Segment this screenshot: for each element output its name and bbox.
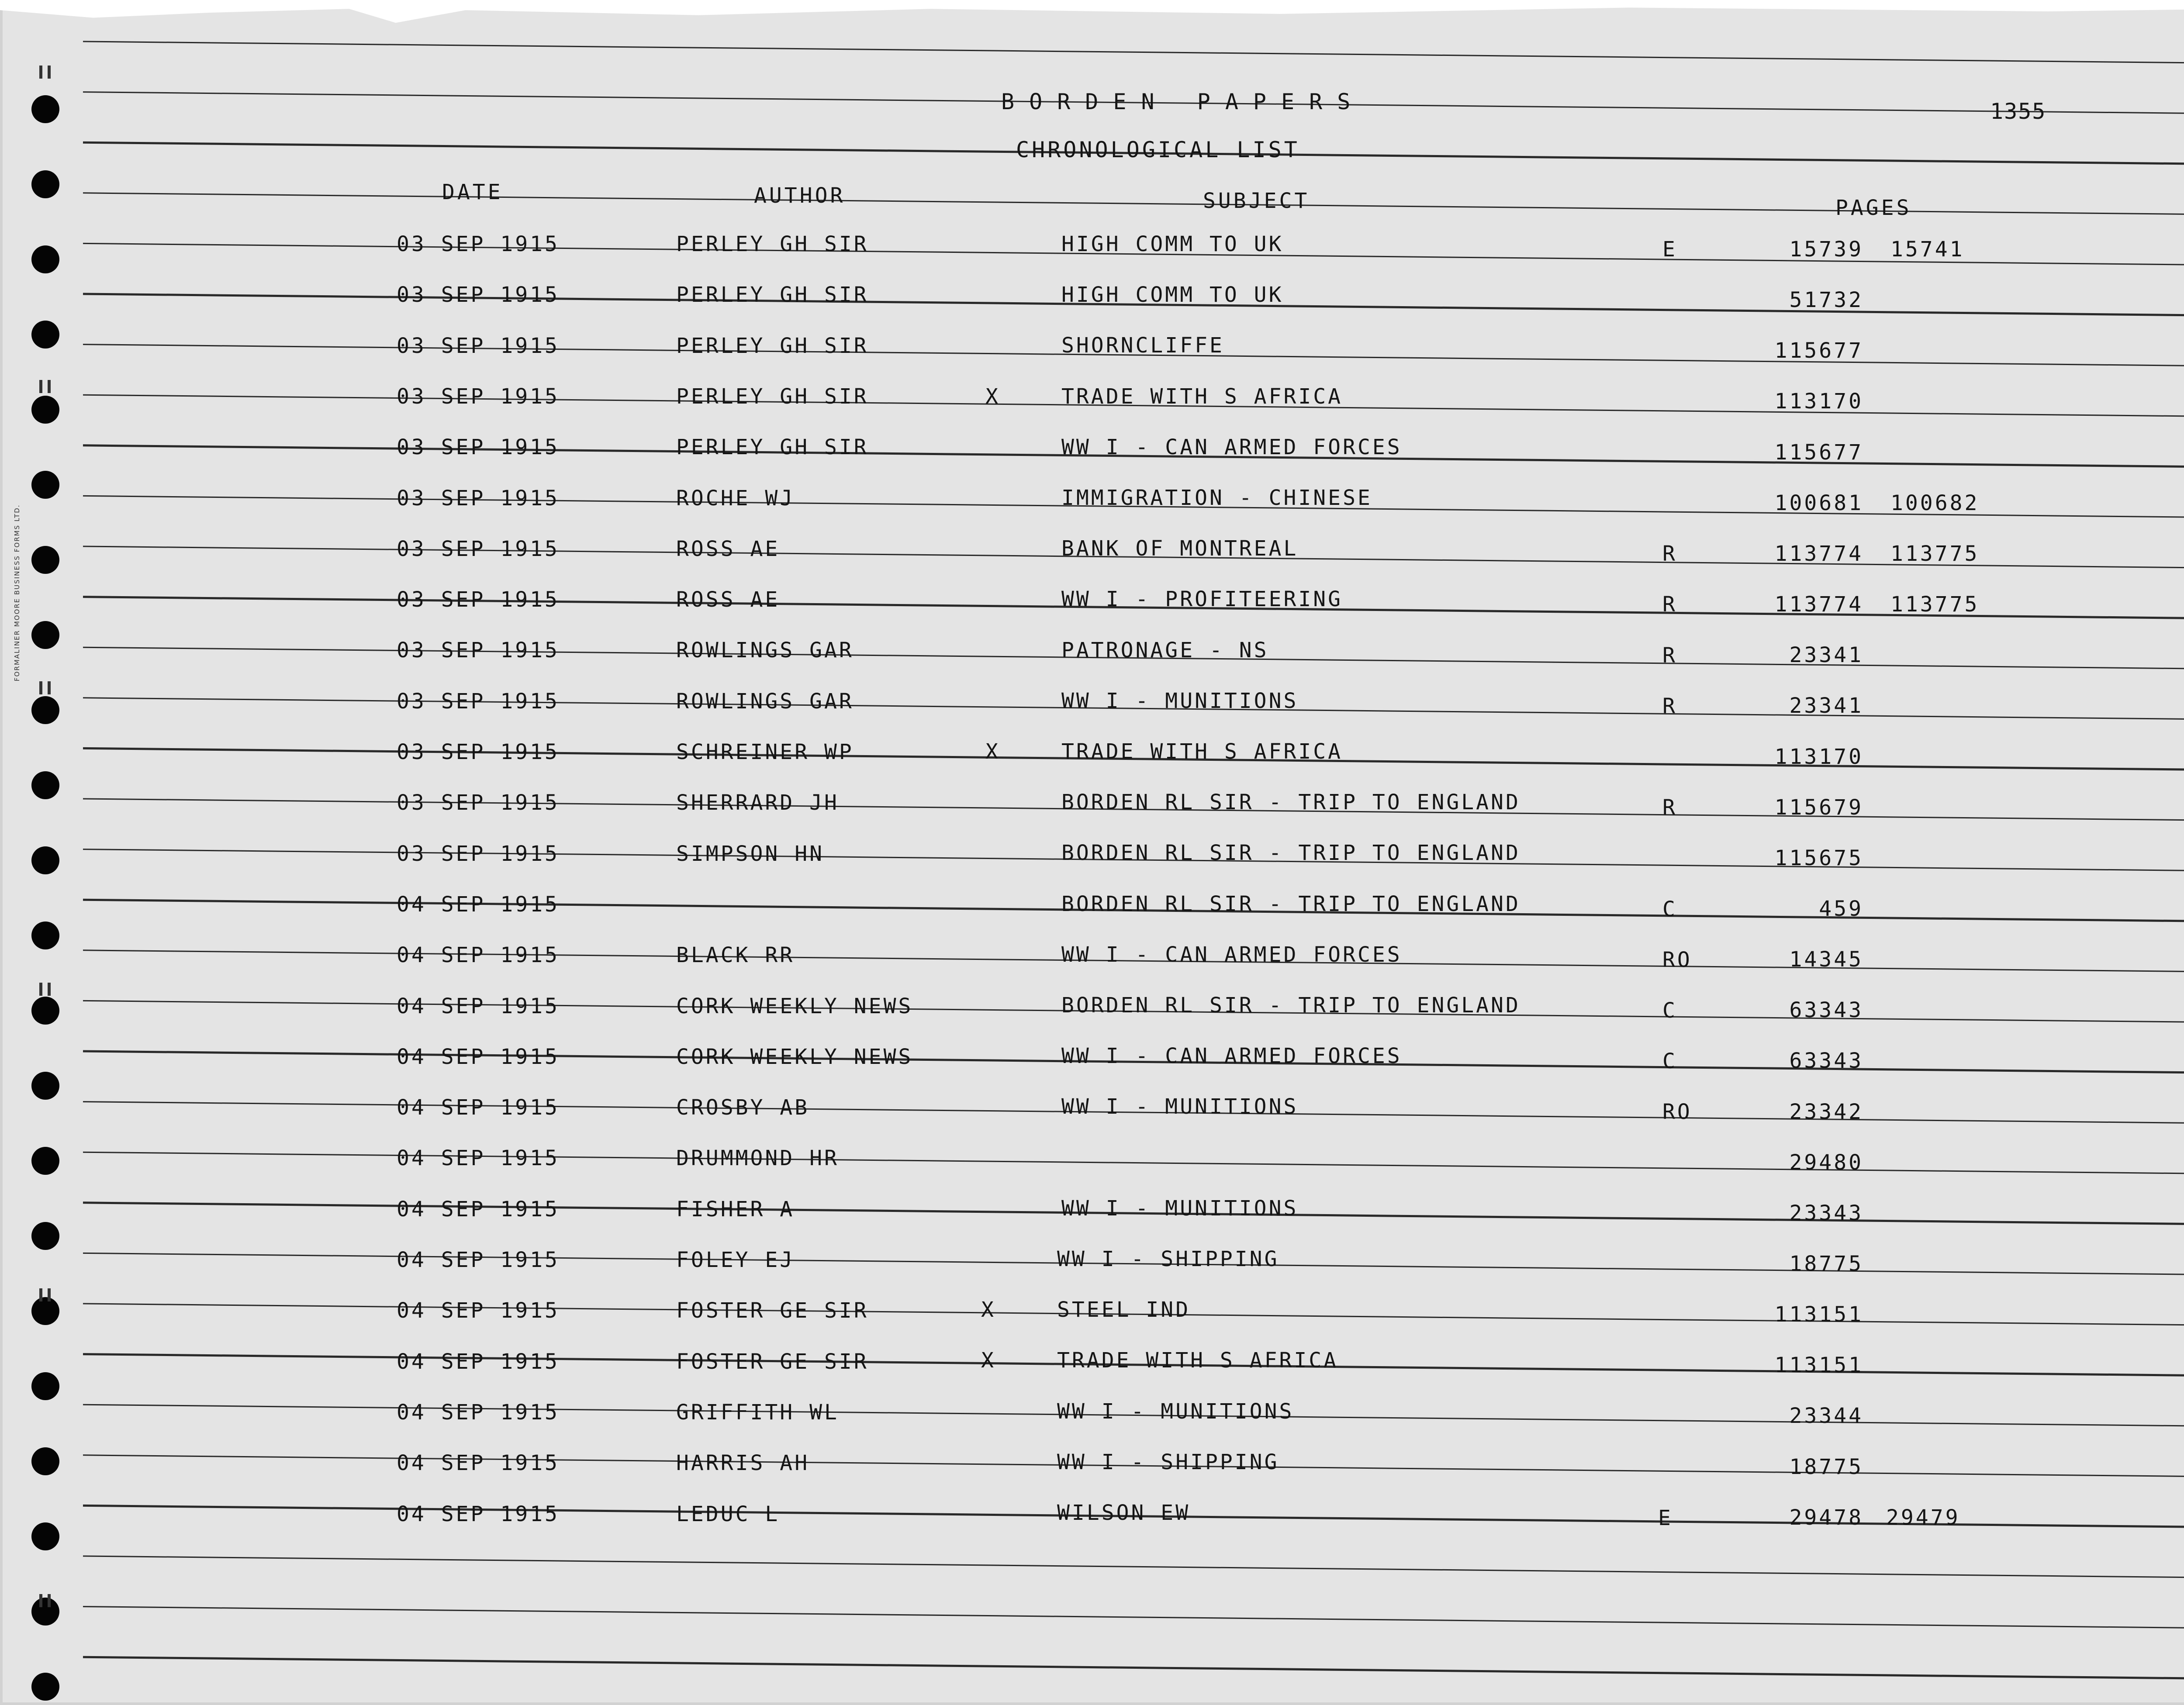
row-page-start: 23341 <box>1789 643 1863 668</box>
feed-hole-left <box>31 95 59 123</box>
feed-hole-left <box>31 1522 59 1550</box>
column-header-subject: SUBJECT <box>1203 189 1310 213</box>
perforation-mark <box>39 1288 51 1301</box>
ruled-line <box>83 1657 2184 1679</box>
document-title: BORDEN PAPERS <box>1001 89 1365 114</box>
row-code: RO <box>1662 1100 1692 1125</box>
row-date: 03 SEP 1915 <box>397 841 560 866</box>
feed-hole-left <box>31 546 59 574</box>
row-date: 04 SEP 1915 <box>397 1400 560 1425</box>
row-subject: WW I - CAN ARMED FORCES <box>1061 1044 1402 1069</box>
row-page-start: 459 <box>1819 896 1863 921</box>
form-maker-imprint: FORMALINER MOORE BUSINESS FORMS LTD. <box>13 504 21 681</box>
row-code: RO <box>1662 947 1692 972</box>
row-author: PERLEY GH SIR <box>676 384 869 409</box>
row-date: 03 SEP 1915 <box>397 486 560 511</box>
row-author: CROSBY AB <box>676 1095 810 1120</box>
row-page-start: 63343 <box>1789 1049 1863 1073</box>
row-page-end: 113775 <box>1890 541 1980 566</box>
document-subtitle: CHRONOLOGICAL LIST <box>1016 137 1300 162</box>
perforation-mark <box>39 1594 51 1607</box>
row-subject: STEEL IND <box>1057 1298 1191 1322</box>
row-author: GRIFFITH WL <box>676 1400 839 1425</box>
row-page-start: 113151 <box>1774 1302 1863 1327</box>
feed-hole-left <box>31 922 59 949</box>
row-page-start: 23342 <box>1789 1099 1863 1124</box>
feed-hole-left <box>31 997 59 1025</box>
row-code: E <box>1658 1506 1673 1530</box>
feed-hole-left <box>31 1447 59 1475</box>
row-page-end: 29479 <box>1886 1505 1960 1530</box>
row-page-start: 23341 <box>1789 694 1863 718</box>
row-author: PERLEY GH SIR <box>676 333 869 358</box>
column-header-date: DATE <box>442 180 503 204</box>
row-x-marker: X <box>985 739 1000 764</box>
row-subject: BORDEN RL SIR - TRIP TO ENGLAND <box>1061 993 1521 1018</box>
row-subject: WW I - PROFITEERING <box>1061 587 1343 612</box>
page-number: 1355 <box>1990 99 2046 124</box>
row-code: C <box>1662 897 1677 922</box>
row-author: CORK WEEKLY NEWS <box>676 1044 913 1069</box>
row-author: SIMPSON HN <box>676 841 824 866</box>
row-date: 03 SEP 1915 <box>397 232 560 256</box>
row-date: 03 SEP 1915 <box>397 384 560 409</box>
row-x-marker: X <box>981 1298 996 1322</box>
row-page-start: 23344 <box>1789 1404 1863 1429</box>
row-code: R <box>1662 542 1677 566</box>
row-author: SHERRARD JH <box>676 790 839 815</box>
feed-hole-left <box>31 1147 59 1175</box>
row-date: 04 SEP 1915 <box>397 1501 560 1526</box>
row-page-end: 15741 <box>1890 237 1965 262</box>
row-code: R <box>1662 592 1677 617</box>
row-date: 04 SEP 1915 <box>397 994 560 1018</box>
row-code: C <box>1662 998 1677 1023</box>
row-author: FOSTER GE SIR <box>676 1298 869 1323</box>
row-author: BLACK RR <box>676 943 795 968</box>
row-page-end: 113775 <box>1890 592 1980 617</box>
row-page-start: 14345 <box>1789 947 1863 972</box>
row-author: ROSS AE <box>676 587 780 612</box>
row-subject: HIGH COMM TO UK <box>1061 283 1284 307</box>
row-page-start: 113170 <box>1774 744 1863 769</box>
row-subject: BORDEN RL SIR - TRIP TO ENGLAND <box>1061 891 1521 916</box>
row-subject: WW I - CAN ARMED FORCES <box>1061 942 1402 967</box>
row-date: 04 SEP 1915 <box>397 1349 560 1374</box>
column-header-author: AUTHOR <box>754 183 846 208</box>
row-author: FOSTER GE SIR <box>676 1349 869 1374</box>
row-subject: WILSON EW <box>1057 1501 1191 1525</box>
row-code: R <box>1662 795 1677 820</box>
perforation-mark <box>39 380 51 393</box>
row-subject: WW I - CAN ARMED FORCES <box>1061 435 1402 459</box>
row-subject: HIGH COMM TO UK <box>1061 232 1284 256</box>
row-date: 03 SEP 1915 <box>397 689 560 714</box>
row-page-start: 113774 <box>1774 541 1863 566</box>
feed-hole-left <box>31 170 59 198</box>
row-date: 03 SEP 1915 <box>397 435 560 460</box>
row-date: 03 SEP 1915 <box>397 638 560 663</box>
row-page-start: 113170 <box>1774 389 1863 414</box>
row-page-start: 115679 <box>1774 795 1863 820</box>
row-subject: WW I - MUNITIONS <box>1057 1399 1294 1424</box>
row-author: PERLEY GH SIR <box>676 435 869 460</box>
ruled-line <box>83 41 2184 63</box>
feed-hole-left <box>31 321 59 349</box>
row-page-start: 115677 <box>1774 338 1863 363</box>
row-author: HARRIS AH <box>676 1451 810 1476</box>
row-date: 04 SEP 1915 <box>397 892 560 917</box>
row-subject: WW I - SHIPPING <box>1057 1247 1279 1271</box>
row-author: FOLEY EJ <box>676 1248 795 1272</box>
row-subject: BORDEN RL SIR - TRIP TO ENGLAND <box>1061 790 1521 815</box>
row-subject: PATRONAGE - NS <box>1061 638 1269 663</box>
ruled-line <box>83 1556 2184 1578</box>
row-page-start: 115677 <box>1774 440 1863 465</box>
row-date: 04 SEP 1915 <box>397 1298 560 1323</box>
row-subject: TRADE WITH S AFRICA <box>1061 384 1343 409</box>
ruled-line <box>83 1607 2184 1629</box>
feed-hole-left <box>31 1222 59 1250</box>
feed-hole-left <box>31 696 59 724</box>
feed-hole-left <box>31 245 59 273</box>
row-subject: BORDEN RL SIR - TRIP TO ENGLAND <box>1061 841 1521 866</box>
row-author: LEDUC L <box>676 1501 780 1526</box>
row-author: ROCHE WJ <box>676 486 795 511</box>
row-code: C <box>1662 1049 1677 1074</box>
perforation-mark <box>39 983 51 996</box>
row-page-start: 15739 <box>1789 237 1863 262</box>
row-code: R <box>1662 694 1677 718</box>
row-subject: TRADE WITH S AFRICA <box>1061 739 1343 764</box>
row-date: 04 SEP 1915 <box>397 943 560 968</box>
row-date: 03 SEP 1915 <box>397 283 560 307</box>
row-date: 04 SEP 1915 <box>397 1197 560 1222</box>
row-page-start: 18775 <box>1789 1252 1863 1276</box>
row-date: 04 SEP 1915 <box>397 1248 560 1272</box>
row-author: PERLEY GH SIR <box>676 283 869 307</box>
row-subject: SHORNCLIFFE <box>1061 333 1224 358</box>
row-author: CORK WEEKLY NEWS <box>676 994 913 1018</box>
row-page-start: 63343 <box>1789 998 1863 1023</box>
row-author: DRUMMOND HR <box>676 1146 839 1171</box>
feed-hole-left <box>31 1673 59 1701</box>
feed-hole-left <box>31 846 59 874</box>
row-page-start: 115675 <box>1774 846 1863 870</box>
row-author: PERLEY GH SIR <box>676 232 869 256</box>
feed-hole-left <box>31 1072 59 1100</box>
row-date: 04 SEP 1915 <box>397 1044 560 1069</box>
row-page-start: 100681 <box>1774 490 1863 515</box>
row-x-marker: X <box>981 1348 996 1373</box>
perforation-mark <box>39 681 51 694</box>
row-date: 04 SEP 1915 <box>397 1451 560 1476</box>
feed-hole-left <box>31 471 59 499</box>
row-date: 03 SEP 1915 <box>397 790 560 815</box>
row-page-start: 113774 <box>1774 592 1863 617</box>
row-page-start: 29480 <box>1789 1150 1863 1175</box>
row-date: 03 SEP 1915 <box>397 536 560 561</box>
row-page-start: 18775 <box>1789 1454 1863 1479</box>
feed-hole-left <box>31 621 59 649</box>
feed-hole-left <box>31 1372 59 1400</box>
row-date: 03 SEP 1915 <box>397 333 560 358</box>
row-date: 03 SEP 1915 <box>397 740 560 764</box>
row-author: SCHREINER WP <box>676 740 854 764</box>
row-subject: IMMIGRATION - CHINESE <box>1061 486 1372 510</box>
row-page-start: 23343 <box>1789 1201 1863 1225</box>
row-page-end: 100682 <box>1890 490 1980 515</box>
row-code: E <box>1662 237 1677 262</box>
column-header-pages: PAGES <box>1835 196 1912 220</box>
row-date: 04 SEP 1915 <box>397 1095 560 1120</box>
row-subject: WW I - SHIPPING <box>1057 1450 1279 1474</box>
row-author: ROSS AE <box>676 536 780 561</box>
row-subject: TRADE WITH S AFRICA <box>1057 1348 1339 1373</box>
row-page-start: 51732 <box>1789 288 1863 313</box>
row-subject: BANK OF MONTREAL <box>1061 536 1299 561</box>
feed-hole-left <box>31 771 59 799</box>
row-author: FISHER A <box>676 1197 795 1222</box>
row-subject: WW I - MUNITIONS <box>1061 688 1299 713</box>
row-page-start: 29478 <box>1789 1505 1863 1530</box>
row-author: ROWLINGS GAR <box>676 638 854 663</box>
row-author: ROWLINGS GAR <box>676 689 854 714</box>
row-date: 03 SEP 1915 <box>397 587 560 612</box>
row-page-start: 113151 <box>1774 1353 1863 1378</box>
row-code: R <box>1662 643 1677 668</box>
perforation-mark <box>39 66 51 79</box>
row-date: 04 SEP 1915 <box>397 1146 560 1171</box>
row-subject: WW I - MUNITIONS <box>1061 1094 1299 1119</box>
row-subject: WW I - MUNITIONS <box>1061 1196 1299 1221</box>
row-x-marker: X <box>985 384 1000 409</box>
feed-hole-left <box>31 396 59 424</box>
